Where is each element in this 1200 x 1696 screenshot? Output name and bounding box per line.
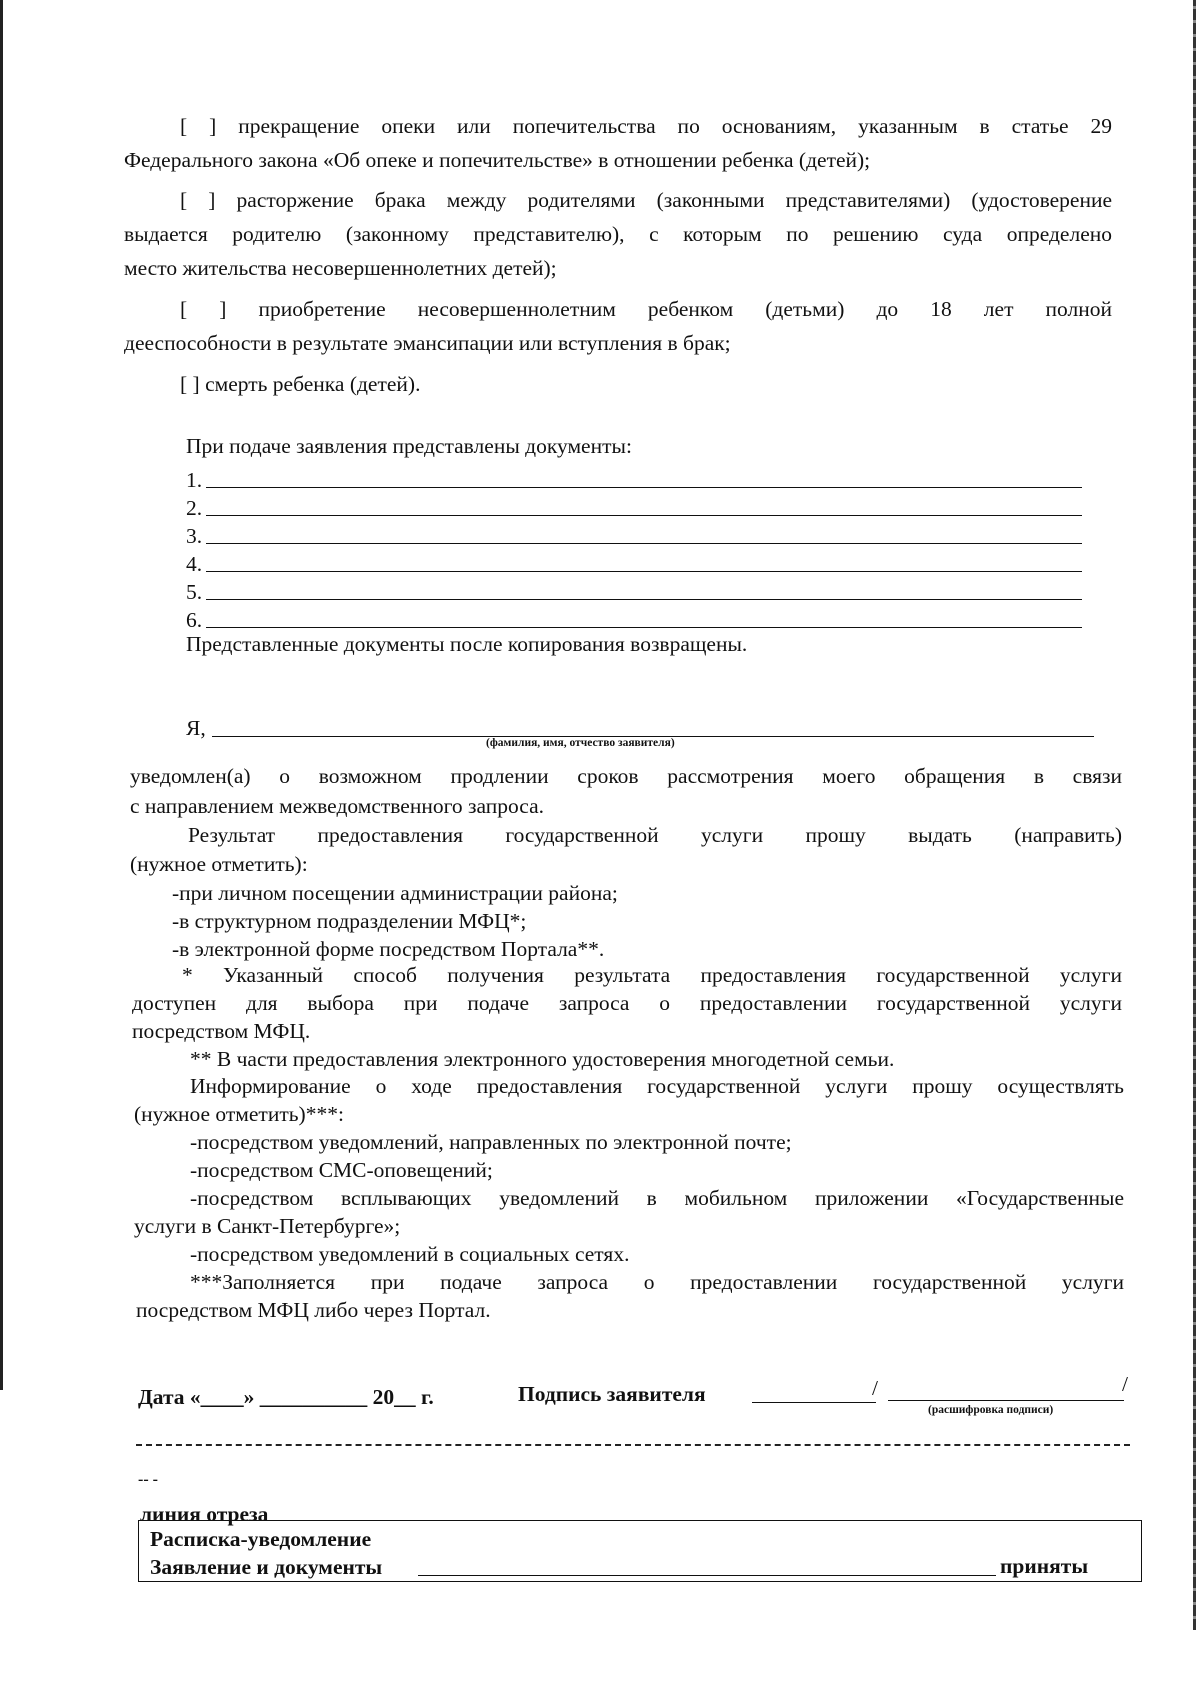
document-item-number: 3. [186,524,203,548]
signature-slash: / [872,1376,878,1400]
applicant-prefix: Я, [186,716,206,740]
date-label[interactable]: Дата «____» __________ 20__ г. [138,1385,434,1409]
document-item-number: 1. [186,468,203,492]
document-item-line[interactable] [206,571,1082,572]
notice-line2: с направлением межведомственного запроса. [130,794,545,818]
footnote1-line1: * Указанный способ получения результата предоставления государственной услуги [182,963,1122,987]
result-option-mfc[interactable]: -в структурном подразделении МФЦ*; [172,909,527,933]
info-option-app-line1[interactable]: -посредством всплывающих уведомлений в мобильном приложении «Государственные [190,1186,1124,1210]
option-guardianship-termination-line2: Федерального закона «Об опеке и попечительстве» в отношении ребенка (детей); [124,148,871,172]
result-line1: Результат предоставления государственной услуги прошу выдать (направить) [188,823,1122,847]
document-item-line[interactable] [206,487,1082,488]
result-option-portal[interactable]: -в электронной форме посредством Портала**. [172,937,605,961]
documents-returned-note: Представленные документы после копирования возвращены. [186,632,748,656]
info-line1: Информирование о ходе предоставления государственной услуги прошу осуществлять [190,1074,1124,1098]
info-option-app-line2: услуги в Санкт-Петербурге»; [134,1214,401,1238]
footnote1-line2: доступен для выбора при подаче запроса о предоставлении государственной услуги [132,991,1122,1015]
option-guardianship-termination-line1: [ ] прекращение опеки или попечительства по основаниям, указанным в статье 29 [180,114,1112,138]
signature-label: Подпись заявителя [518,1382,706,1406]
result-line2: (нужное отметить): [130,852,308,876]
result-option-visit[interactable]: -при личном посещении администрации района; [172,881,618,905]
notice-line1: уведомлен(а) о возможном продлении сроков рассмотрения моего обращения в связи [130,764,1122,788]
option-child-death: [ ] смерть ребенка (детей). [180,372,421,396]
receipt-title: Расписка-уведомление [150,1527,372,1551]
document-item-number: 6. [186,608,203,632]
option-divorce-line2: выдается родителю (законному представителю), с которым по решению суда определено [124,222,1112,246]
cut-line-label: линия отреза [140,1502,269,1526]
applicant-name-caption: (фамилия, имя, отчество заявителя) [486,737,675,749]
footnote3-line1: ***Заполняется при подаче запроса о предоставлении государственной услуги [190,1270,1124,1294]
document-item-number: 5. [186,580,203,604]
document-item-line[interactable] [206,515,1082,516]
footnote2: ** В части предоставления электронного удостоверения многодетной семьи. [190,1047,895,1071]
signature-caption: (расшифровка подписи) [928,1404,1054,1416]
info-line2: (нужное отметить)***: [134,1102,344,1126]
document-item-line[interactable] [206,543,1082,544]
footnote3-line2: посредством МФЦ либо через Портал. [136,1298,491,1322]
scan-edge-left [0,0,3,1390]
signature-decoding-field[interactable] [888,1400,1124,1401]
signature-slash-end: / [1122,1372,1128,1396]
info-option-email[interactable]: -посредством уведомлений, направленных по электронной почте; [190,1130,792,1154]
option-divorce-line3: место жительства несовершеннолетних детей); [124,256,557,280]
document-item-line[interactable] [206,599,1082,600]
cut-line-tail: -- - [138,1471,158,1488]
option-emancipation-line2: дееспособности в результате эмансипации или вступления в брак; [124,331,731,355]
document-item-number: 4. [186,552,203,576]
receipt-docs-label: Заявление и документы [150,1555,383,1579]
footnote1-line3: посредством МФЦ. [132,1019,311,1043]
document-item-number: 2. [186,496,203,520]
info-option-sms[interactable]: -посредством СМС-оповещений; [190,1158,493,1182]
cut-line [136,1444,1130,1446]
option-divorce-line1: [ ] расторжение брака между родителями (законными представителями) (удостоверение [180,188,1112,212]
documents-heading: При подаче заявления представлены документы: [186,434,632,458]
signature-field[interactable] [752,1402,876,1403]
scan-edge-right [1193,0,1196,1630]
document-item-line[interactable] [206,627,1082,628]
receipt-accepted: приняты [1000,1554,1089,1578]
receipt-docs-field[interactable] [418,1575,996,1576]
info-option-social[interactable]: -посредством уведомлений в социальных сетях. [190,1242,630,1266]
option-emancipation-line1: [ ] приобретение несовершеннолетним ребенком (детьми) до 18 лет полной [180,297,1112,321]
